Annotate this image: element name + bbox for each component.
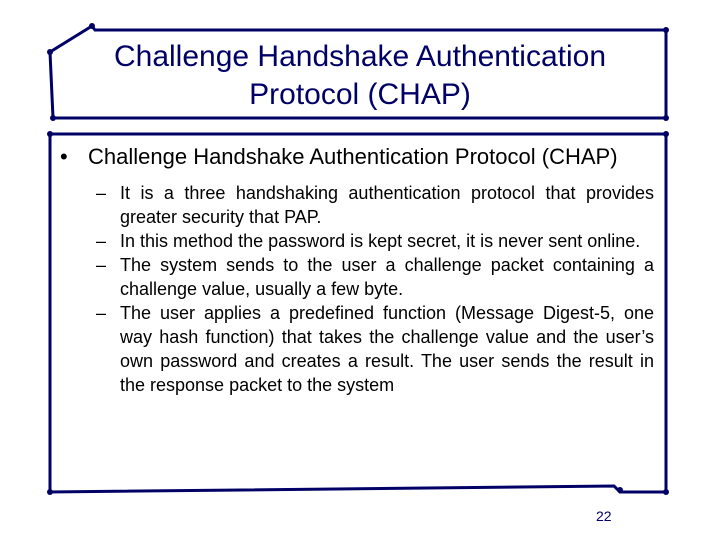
title-line-2: Protocol (CHAP)	[249, 78, 471, 111]
bullet-icon: •	[60, 144, 68, 169]
sub-bullet-text: The user applies a predefined function (Message Digest-5, one way hash function) that takes the challenge value and the user’s own password and creates a result. The user sends the result in the response packet to the system	[120, 303, 654, 395]
dash-icon: –	[96, 231, 107, 251]
main-bullet-text: Challenge Handshake Authentication Protocol (CHAP)	[88, 144, 618, 169]
dash-icon: –	[96, 303, 107, 323]
page-number: 22	[596, 508, 612, 524]
sub-bullet-item	[60, 229, 654, 253]
dash-icon: –	[96, 255, 107, 275]
dash-icon: –	[96, 183, 107, 203]
sub-bullet-item	[60, 301, 654, 397]
sub-bullet-item	[60, 253, 654, 301]
sub-bullet-text: It is a three handshaking authentication protocol that provides greater security that PAP.	[120, 183, 654, 227]
sub-bullet-text: In this method the password is kept secret, it is never sent online.	[120, 231, 641, 251]
slide-body	[60, 142, 654, 397]
sub-bullet-item	[60, 181, 654, 229]
sub-bullet-list	[60, 181, 654, 397]
sub-bullet-text: The system sends to the user a challenge packet containing a challenge value, usually a few byte.	[120, 255, 654, 299]
main-bullet	[60, 142, 654, 171]
title-line-1: Challenge Handshake Authentication	[113, 40, 607, 73]
slide-title	[60, 38, 660, 114]
